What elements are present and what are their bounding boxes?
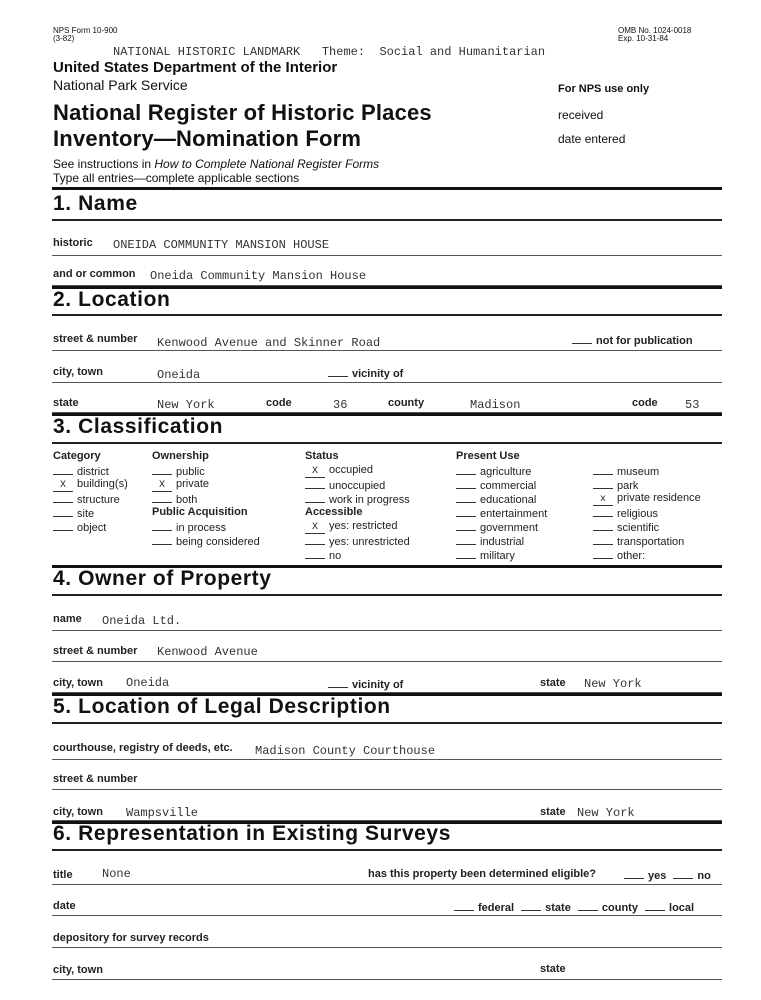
street-value: Kenwood Avenue and Skinner Road (157, 336, 381, 350)
historic-label: historic (53, 237, 93, 249)
option-label: industrial (480, 536, 525, 548)
field-line (52, 915, 722, 916)
option-label: agriculture (480, 466, 532, 478)
acquisition-option[interactable] (152, 520, 226, 534)
owner-state: New York (584, 677, 642, 691)
option-label: being considered (176, 536, 260, 548)
no-checkbox[interactable] (673, 868, 693, 879)
present-use-option[interactable] (456, 492, 536, 506)
option-label: educational (480, 494, 537, 506)
courthouse-label: courthouse, registry of deeds, etc. (53, 742, 233, 754)
checkbox[interactable] (593, 478, 613, 489)
department: United States Department of the Interior (53, 59, 338, 76)
checkbox[interactable] (456, 492, 476, 503)
eligible-options (624, 868, 711, 882)
historic-name: ONEIDA COMMUNITY MANSION HOUSE (113, 238, 330, 252)
option-label: park (617, 480, 639, 492)
section-6-title: 6. Representation in Existing Surveys (53, 822, 451, 845)
option-label: no (329, 550, 342, 562)
checkbox[interactable] (456, 464, 476, 475)
legal-city-label: city, town (53, 806, 103, 818)
owner-street: Kenwood Avenue (157, 645, 258, 659)
instructions-text: See instructions in (53, 157, 155, 171)
eligible-question: has this property been determined eligible? (368, 868, 596, 880)
street-label: street & number (53, 333, 138, 345)
option-label: museum (617, 466, 660, 478)
survey-title: None (102, 867, 131, 881)
option-label: other: (617, 550, 646, 562)
checkbox[interactable] (53, 506, 73, 517)
survey-date-label: date (53, 900, 76, 912)
county-level-label: county (601, 902, 638, 914)
section-1-title: 1. Name (53, 192, 138, 215)
owner-state-label: state (540, 677, 566, 689)
owner-city-label: city, town (53, 677, 103, 689)
field-line (52, 661, 722, 662)
owner-name: Oneida Ltd. (102, 614, 182, 628)
county-value: Madison (470, 398, 521, 412)
accessible-option[interactable] (305, 534, 410, 548)
city-label: city, town (53, 366, 103, 378)
not-for-publication (572, 333, 693, 347)
option-label: yes: restricted (329, 520, 398, 532)
instructions (53, 157, 379, 171)
divider (52, 314, 722, 316)
option-label: object (77, 522, 107, 534)
ownership-option[interactable] (152, 464, 205, 478)
present-use-option[interactable] (456, 548, 515, 562)
status-option[interactable] (305, 492, 410, 506)
survey-title-label: title (53, 869, 73, 881)
option-label: in process (176, 522, 227, 534)
checkbox[interactable] (456, 520, 476, 531)
survey-state-label: state (540, 963, 566, 975)
present-use-heading: Present Use (456, 450, 520, 462)
form-title-1: National Register of Historic Places (53, 100, 432, 125)
present-use-option[interactable] (456, 520, 538, 534)
code-label: code (266, 397, 292, 409)
county-checkbox[interactable] (578, 900, 598, 911)
present-use-option[interactable] (456, 534, 524, 548)
option-label: site (77, 508, 95, 520)
accessible-option[interactable] (305, 548, 341, 562)
local-label: local (669, 902, 695, 914)
present-use-option[interactable] (593, 478, 638, 492)
owner-vicinity (328, 677, 403, 691)
common-label: and or common (53, 268, 136, 280)
owner-city: Oneida (126, 676, 170, 690)
present-use-option[interactable] (593, 492, 701, 506)
acquisition-heading: Public Acquisition (152, 506, 248, 518)
checkbox[interactable]: x (593, 495, 613, 506)
vicinity (328, 366, 403, 380)
courthouse-value: Madison County Courthouse (255, 744, 436, 758)
legal-street-label: street & number (53, 773, 138, 785)
checkbox[interactable]: X (305, 523, 325, 534)
expiration: Exp. 10-31-84 (618, 34, 669, 43)
form-title-2: Inventory—Nomination Form (53, 126, 362, 151)
field-line (52, 789, 722, 790)
yes-label: yes (648, 870, 667, 882)
accessible-option[interactable] (305, 520, 397, 534)
depository-label: depository for survey records (53, 932, 209, 944)
option-label: military (480, 550, 515, 562)
checkbox[interactable] (305, 534, 325, 545)
option-label: structure (77, 494, 120, 506)
category-option[interactable] (53, 506, 94, 520)
yes-checkbox[interactable] (624, 868, 644, 879)
field-line (52, 630, 722, 631)
option-label: private residence (617, 492, 701, 504)
not-for-publication-label: not for publication (596, 335, 693, 347)
section-4-title: 4. Owner of Property (53, 567, 272, 590)
present-use-option[interactable] (593, 464, 659, 478)
landmark-theme: NATIONAL HISTORIC LANDMARK Theme: Social and Humanitarian (113, 45, 546, 59)
status-heading: Status (305, 450, 339, 462)
checkbox[interactable] (456, 548, 476, 559)
federal-checkbox[interactable] (454, 900, 474, 911)
checkbox[interactable]: X (152, 481, 172, 492)
common-name: Oneida Community Mansion House (150, 269, 367, 283)
field-line (52, 947, 722, 948)
field-line (52, 759, 722, 760)
legal-state: New York (577, 806, 635, 820)
code2-value: 53 (685, 398, 700, 412)
divider (52, 442, 722, 444)
accessible-heading: Accessible (305, 506, 363, 518)
code-value: 36 (333, 398, 348, 412)
owner-street-label: street & number (53, 645, 138, 657)
ownership-heading: Ownership (152, 450, 209, 462)
local-checkbox[interactable] (645, 900, 665, 911)
checkbox[interactable] (593, 534, 613, 545)
section-3-title: 3. Classification (53, 415, 224, 438)
received-label: received (558, 108, 604, 122)
checkbox[interactable] (593, 506, 613, 517)
option-label: private (176, 478, 210, 490)
option-label: yes: unrestricted (329, 536, 410, 548)
option-label: district (77, 466, 109, 478)
owner-name-label: name (53, 613, 82, 625)
present-use-option[interactable] (456, 464, 531, 478)
divider (52, 187, 722, 190)
category-option[interactable] (53, 492, 120, 506)
nps-use-only: For NPS use only (558, 83, 650, 95)
checkbox[interactable] (53, 464, 73, 475)
checkbox[interactable] (152, 492, 172, 503)
present-use-option[interactable] (593, 534, 684, 548)
checkbox[interactable] (152, 534, 172, 545)
option-label: transportation (617, 536, 685, 548)
field-line (52, 255, 722, 256)
vicinity-label: vicinity of (352, 679, 404, 691)
ownership-option[interactable] (152, 478, 209, 492)
checkbox[interactable]: X (305, 467, 325, 478)
divider (52, 594, 722, 596)
city-value: Oneida (157, 368, 201, 382)
present-use-option[interactable] (593, 506, 658, 520)
ownership-option[interactable] (152, 492, 197, 506)
option-label: building(s) (77, 478, 128, 490)
date-entered-label: date entered (558, 132, 626, 146)
present-use-option[interactable] (456, 506, 547, 520)
option-label: religious (617, 508, 658, 520)
county-label: county (388, 397, 425, 409)
checkbox[interactable] (152, 520, 172, 531)
checkbox[interactable] (456, 506, 476, 517)
option-label: scientific (617, 522, 660, 534)
state-level-label: state (545, 902, 571, 914)
status-option[interactable] (305, 478, 385, 492)
category-option[interactable] (53, 464, 109, 478)
checkbox[interactable] (456, 478, 476, 489)
omb-number: OMB No. 1024-0018 (618, 26, 692, 35)
legal-state-label: state (540, 806, 566, 818)
category-option[interactable] (53, 478, 128, 492)
service: National Park Service (53, 77, 188, 93)
divider (52, 849, 722, 851)
legal-city: Wampsville (126, 806, 199, 820)
checkbox[interactable] (456, 534, 476, 545)
divider (52, 722, 722, 724)
checkbox[interactable] (305, 492, 325, 503)
option-label: both (176, 494, 198, 506)
status-option[interactable] (305, 464, 373, 478)
state-checkbox[interactable] (521, 900, 541, 911)
option-label: government (480, 522, 539, 534)
checkbox[interactable] (53, 520, 73, 531)
present-use-option[interactable] (593, 548, 645, 562)
checkbox[interactable] (305, 478, 325, 489)
field-line (52, 382, 722, 383)
present-use-option[interactable] (593, 520, 659, 534)
field-line (52, 350, 722, 351)
option-label: work in progress (329, 494, 410, 506)
field-line (52, 884, 722, 885)
checkbox[interactable] (593, 520, 613, 531)
acquisition-option[interactable] (152, 534, 260, 548)
checkbox[interactable] (593, 464, 613, 475)
present-use-option[interactable] (456, 478, 536, 492)
code2-label: code (632, 397, 658, 409)
federal-label: federal (478, 902, 515, 914)
field-line (52, 979, 722, 980)
option-label: occupied (329, 464, 374, 476)
survey-level-options (454, 900, 694, 914)
checkbox[interactable] (593, 548, 613, 559)
checkbox[interactable] (53, 492, 73, 503)
instructions-2: Type all entries—complete applicable sections (53, 171, 300, 185)
form-date: (3-82) (53, 34, 75, 43)
section-5-title: 5. Location of Legal Description (53, 695, 391, 718)
checkbox[interactable] (152, 464, 172, 475)
option-label: entertainment (480, 508, 548, 520)
section-2-title: 2. Location (53, 288, 171, 311)
state-value: New York (157, 398, 215, 412)
state-label: state (53, 397, 79, 409)
option-label: unoccupied (329, 480, 386, 492)
form-number: NPS Form 10-900 (53, 26, 118, 35)
option-label: commercial (480, 480, 537, 492)
checkbox[interactable] (305, 548, 325, 559)
divider (52, 219, 722, 221)
vicinity-label: vicinity of (352, 368, 404, 380)
category-option[interactable] (53, 520, 106, 534)
option-label: public (176, 466, 205, 478)
survey-city-label: city, town (53, 964, 103, 976)
checkbox[interactable]: X (53, 481, 73, 492)
no-label: no (697, 870, 711, 882)
instructions-title: How to Complete National Register Forms (154, 157, 380, 171)
category-heading: Category (53, 450, 101, 462)
